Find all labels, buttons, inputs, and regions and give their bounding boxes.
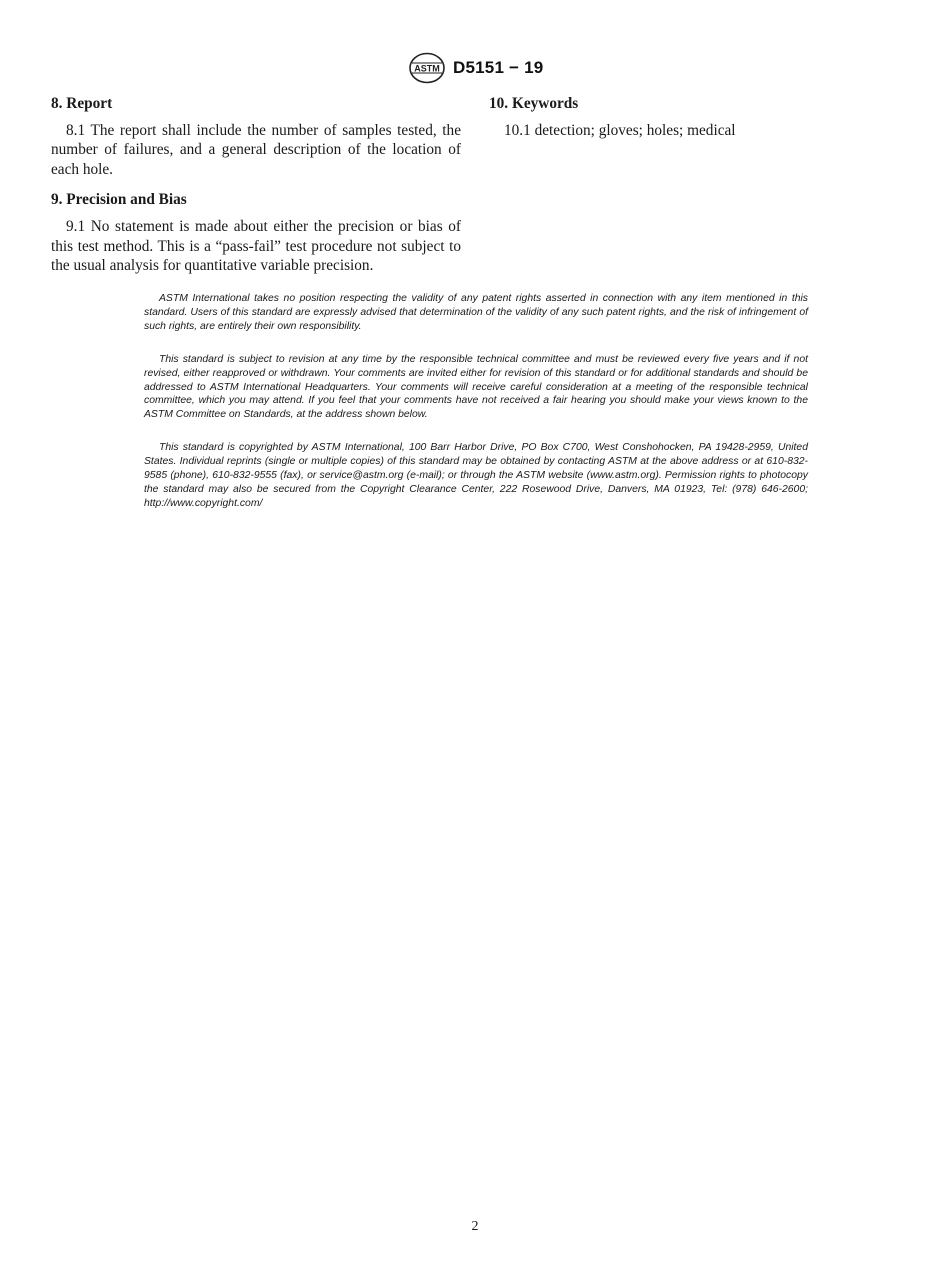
copyright-notice: This standard is copyrighted by ASTM International, 100 Barr Harbor Drive, PO Box C700, West Conshohocken, PA 19428-2959, United States. Individual reprints (single or multiple copies) of this standard may be obtained by contacting ASTM at the above address or at 610-832-9585 (phone), 610-832-9555 (fax), or service@astm.org (e-mail); or through the ASTM website (www.astm.org). Permission rights to photocopy the standard may also be secured from the Copyright Clearance Center, 222 Rosewood Drive, Danvers, MA 01923, Tel: (978) 646-2600; http://www.copyright.com/: [144, 442, 808, 509]
report-paragraph: 8.1 The report shall include the number of samples tested, the number of failures, and a general description of the location of each hole.: [51, 121, 461, 178]
page-number: 2: [471, 1219, 479, 1234]
left-column: [51, 92, 461, 287]
astm-logo-icon: [408, 52, 446, 84]
section-heading-report: 8. Report: [51, 95, 113, 112]
revision-notice: This standard is subject to revision at any time by the responsible technical committee and must be reviewed every five years and if not revised, either reapproved or withdrawn. Your comments are invited either for revision of this standard or for additional standards and should be addressed to ASTM International Headquarters. Your comments will receive careful consideration at a meeting of the responsible technical committee, which you may attend. If you feel that your comments have not received a fair hearing you should make your views known to the ASTM Committee on Standards, at the address shown below.: [144, 353, 808, 421]
section-heading-precision-bias: 9. Precision and Bias: [51, 191, 187, 209]
patent-notice: ASTM International takes no position respecting the validity of any patent rights asserted in connection with any item mentioned in this standard. Users of this standard are expressly advised that determination of the validity of any such patent rights, and the risk of infringement of such rights, are entirely their own responsibility.: [144, 293, 808, 332]
standard-designation: D5151 − 19: [453, 58, 544, 77]
precision-paragraph: 9.1 No statement is made about either the precision or bias of this test method. This is a “pass-fail” test procedure not subject to the usual analysis for quantitative variable precision.: [51, 217, 461, 275]
svg-text:ASTM: ASTM: [414, 63, 440, 74]
keywords-paragraph: 10.1 detection; gloves; holes; medical: [504, 121, 736, 139]
legal-notices: [144, 292, 808, 530]
right-column: [489, 92, 899, 140]
page-header: [0, 52, 950, 86]
section-heading-keywords: 10. Keywords: [489, 95, 579, 112]
